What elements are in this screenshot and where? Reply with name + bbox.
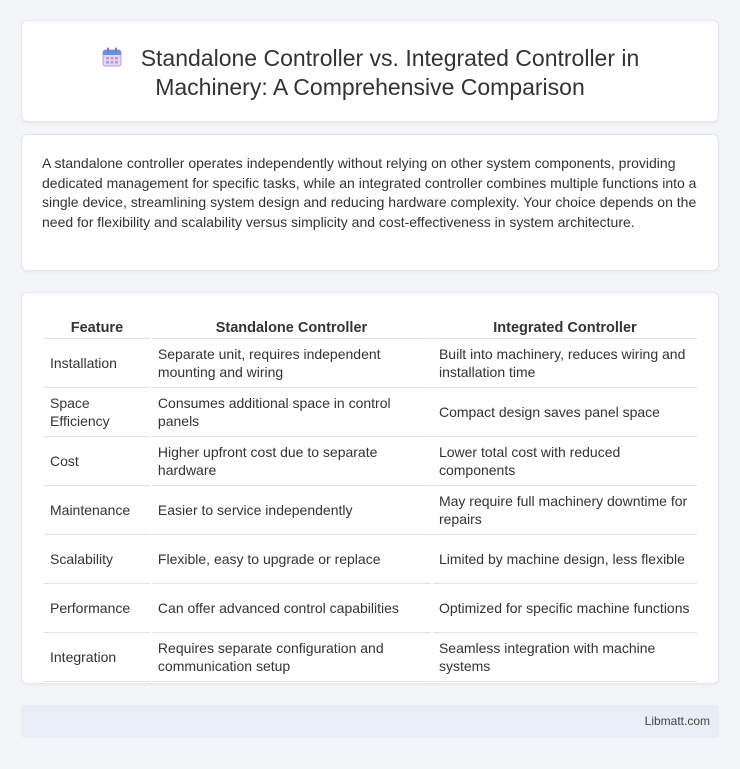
cell-standalone: Easier to service independently bbox=[152, 486, 431, 535]
table-header-row bbox=[44, 315, 697, 339]
title-card bbox=[21, 20, 719, 122]
cell-standalone: Consumes additional space in control panels bbox=[152, 388, 431, 437]
cell-integrated: Compact design saves panel space bbox=[433, 388, 697, 437]
cell-feature: Space Efficiency bbox=[44, 388, 150, 437]
cell-feature: Maintenance bbox=[44, 486, 150, 535]
cell-integrated: Optimized for specific machine functions bbox=[433, 584, 697, 633]
page-title bbox=[22, 44, 718, 102]
cell-feature: Scalability bbox=[44, 535, 150, 584]
cell-integrated: Built into machinery, reduces wiring and installation time bbox=[433, 339, 697, 388]
cell-feature: Performance bbox=[44, 584, 150, 633]
comparison-table-card bbox=[21, 292, 719, 684]
table-row bbox=[44, 388, 697, 437]
table-row bbox=[44, 437, 697, 486]
title-line-2: Machinery: A Comprehensive Comparison bbox=[155, 74, 585, 100]
cell-integrated: Limited by machine design, less flexible bbox=[433, 535, 697, 584]
cell-feature: Cost bbox=[44, 437, 150, 486]
table-row bbox=[44, 633, 697, 682]
table-row bbox=[44, 584, 697, 633]
cell-feature: Integration bbox=[44, 633, 150, 682]
cell-integrated: Lower total cost with reduced components bbox=[433, 437, 697, 486]
table-row bbox=[44, 486, 697, 535]
cell-feature: Installation bbox=[44, 339, 150, 388]
cell-standalone: Flexible, easy to upgrade or replace bbox=[152, 535, 431, 584]
table-row bbox=[44, 535, 697, 584]
comparison-table bbox=[42, 315, 699, 682]
calendar-icon bbox=[101, 46, 123, 68]
cell-standalone: Can offer advanced control capabilities bbox=[152, 584, 431, 633]
summary-text: A standalone controller operates independently without relying on other system components, providing dedicated management for specific tasks, while an integrated controller combines multiple functions into a single device, streamlining system design and reducing hardware complexity. Your choice depends on the need for flexibility and scalability versus simplicity and cost-effectiveness in system architecture. bbox=[42, 155, 697, 230]
header-integrated: Integrated Controller bbox=[433, 315, 697, 339]
cell-integrated: Seamless integration with machine systems bbox=[433, 633, 697, 682]
cell-integrated: May require full machinery downtime for repairs bbox=[433, 486, 697, 535]
header-feature: Feature bbox=[44, 315, 150, 339]
header-standalone: Standalone Controller bbox=[152, 315, 431, 339]
summary-card bbox=[21, 134, 719, 271]
table-row bbox=[44, 339, 697, 388]
cell-standalone: Requires separate configuration and communication setup bbox=[152, 633, 431, 682]
title-line-1: Standalone Controller vs. Integrated Controller in bbox=[140, 45, 640, 71]
footer bbox=[21, 705, 719, 738]
cell-standalone: Separate unit, requires independent mounting and wiring bbox=[152, 339, 431, 388]
footer-brand-link[interactable]: Libmatt.com bbox=[644, 714, 710, 728]
cell-standalone: Higher upfront cost due to separate hardware bbox=[152, 437, 431, 486]
